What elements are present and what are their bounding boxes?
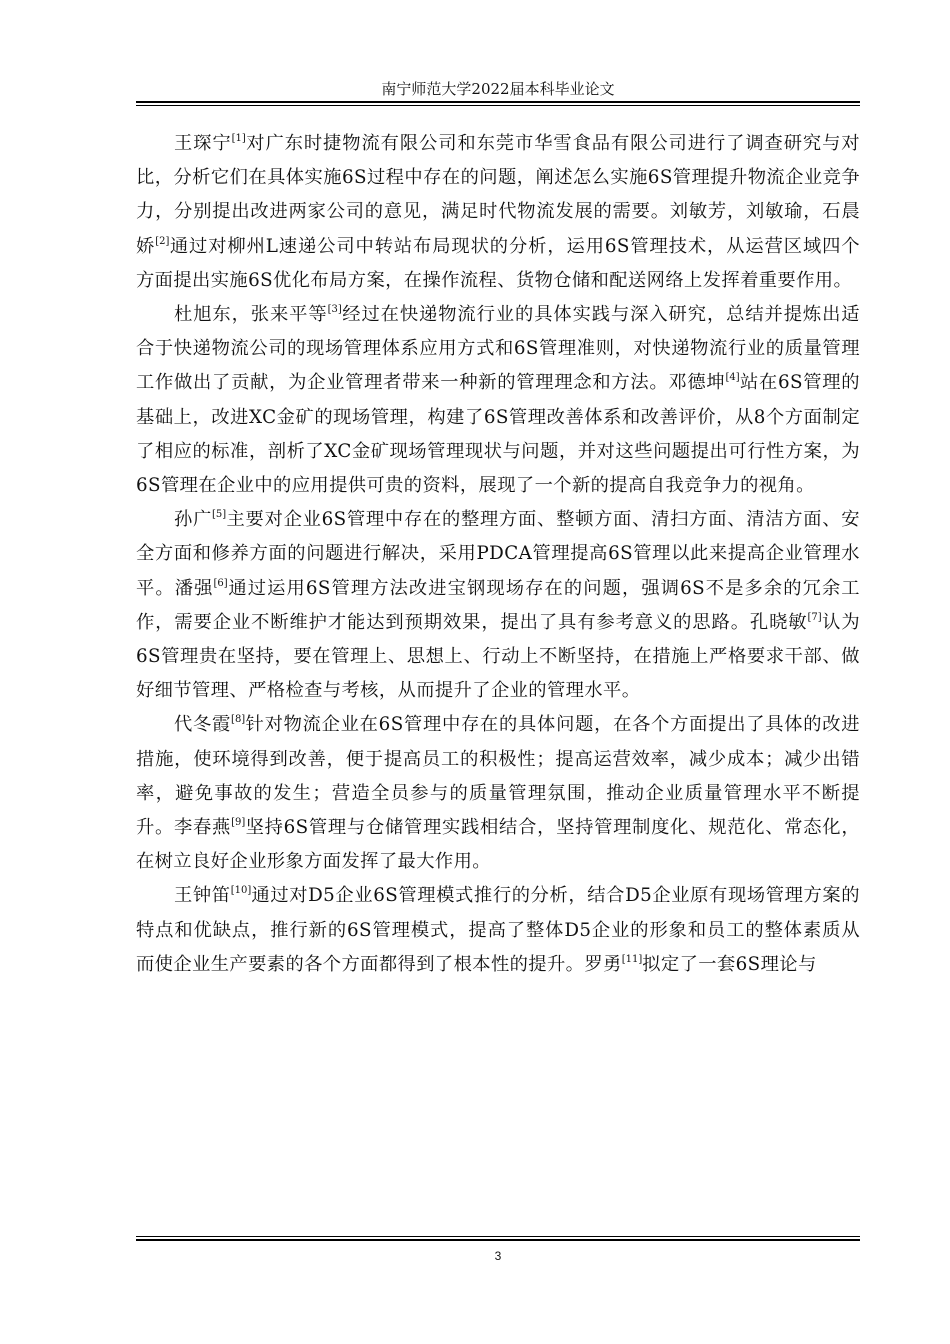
- paragraph: [136, 879, 860, 982]
- citation-ref: [11]: [621, 953, 643, 965]
- citation-ref: [5]: [212, 509, 227, 521]
- running-header: 南宁师范大学2022届本科毕业论文: [381, 80, 615, 98]
- page-number: 3: [494, 1249, 502, 1263]
- paragraph-text: 拟定了一套6S理论与: [642, 953, 817, 975]
- paragraph-text: 对广东时捷物流有限公司和东莞市华雪食品有限公司进行了调查研究与对比，分析它们在具体实施6S过程中存在的问题，阐述怎么实施6S管理提升物流企业竞争力，分别提出改进两家公司的意见，满足时代物流发展的需要。刘敏芳，刘敏瑜，石晨娇: [136, 133, 860, 257]
- citation-ref: [8]: [231, 714, 246, 726]
- paragraph-text: 代冬霞: [174, 714, 232, 736]
- paragraph: [136, 708, 860, 879]
- paragraph-text: 主要对企业6S管理中存在的整理方面、整顿方面、清扫方面、清洁方面、安全方面和修养方面的问题进行解决，采用PDCA管理提高6S管理以此来提高企业管理水平。潘强: [136, 509, 860, 599]
- citation-ref: [4]: [725, 372, 740, 384]
- paragraph-text: 王琛宁: [174, 133, 232, 154]
- citation-ref: [9]: [231, 817, 246, 829]
- footer-rule-thin: [136, 1236, 860, 1237]
- citation-ref: [2]: [155, 235, 170, 247]
- citation-ref: [10]: [230, 885, 252, 897]
- paragraph-text: 经过在快递物流行业的具体实践与深入研究，总结并提炼出适合于快递物流公司的现场管理体系应用方式和6S管理准则，对快递物流行业的质量管理工作做出了贡献，为企业管理者带来一种新的管理理念和方法。邓德坤: [136, 304, 860, 394]
- citation-ref: [3]: [327, 304, 342, 316]
- header-rule-thick: [136, 101, 860, 103]
- paragraph-text: 针对物流企业在6S管理中存在的具体问题，在各个方面提出了具体的改进措施，使环境得到改善，便于提高员工的积极性；提高运营效率，减少成本；减少出错率，避免事故的发生；营造全员参与的质量管理氛围，推动企业质量管理水平不断提升。李春燕: [136, 714, 860, 839]
- paragraph: [136, 127, 860, 298]
- citation-ref: [7]: [807, 611, 822, 623]
- paragraph-text: 通过对D5企业6S管理模式推行的分析，结合D5企业原有现场管理方案的特点和优缺点，推行新的6S管理模式，提高了整体D5企业的形象和员工的整体素质从而使企业生产要素的各个方面都得到了根本性的提升。罗勇: [136, 885, 860, 975]
- paragraph: [136, 503, 860, 708]
- paragraph: [136, 298, 860, 503]
- body-text: [136, 127, 860, 982]
- paragraph-text: 孙广: [174, 509, 213, 531]
- paragraph-text: 认为6S管理贵在坚持，要在管理上、思想上、行动上不断坚持，在措施上严格要求干部、做好细节管理、严格检查与考核，从而提升了企业的管理水平。: [136, 611, 860, 702]
- paragraph-text: 王钟笛: [174, 885, 231, 907]
- paragraph-text: 通过对柳州L速递公司中转站布局现状的分析，运用6S管理技术，从运营区域四个方面提出实施6S优化布局方案，在操作流程、货物仓储和配送网络上发挥着重要作用。: [136, 235, 861, 291]
- paragraph-text: 站在6S管理的基础上，改进XC金矿的现场管理，构建了6S管理改善体系和改善评价，从8个方面制定了相应的标准，剖析了XC金矿现场管理现状与问题，并对这些问题提出可行性方案，为6S管理在企业中的应用提供可贵的资料，展现了一个新的提高自我竞争力的视角。: [136, 372, 860, 497]
- paragraph-text: 杜旭东，张来平等: [174, 304, 328, 326]
- paragraph-text: 坚持6S管理与仓储管理实践相结合，坚持管理制度化、规范化、常态化，在树立良好企业形象方面发挥了最大作用。: [136, 817, 860, 873]
- citation-ref: [6]: [213, 577, 228, 589]
- citation-ref: [1]: [231, 133, 246, 144]
- footer-rule-thick: [136, 1239, 860, 1241]
- header-rule-thin: [136, 105, 860, 106]
- paragraph-text: 通过运用6S管理方法改进宝钢现场存在的问题，强调6S不是多余的冗余工作，需要企业不断维护才能达到预期效果，提出了具有参考意义的思路。孔晓敏: [136, 577, 860, 633]
